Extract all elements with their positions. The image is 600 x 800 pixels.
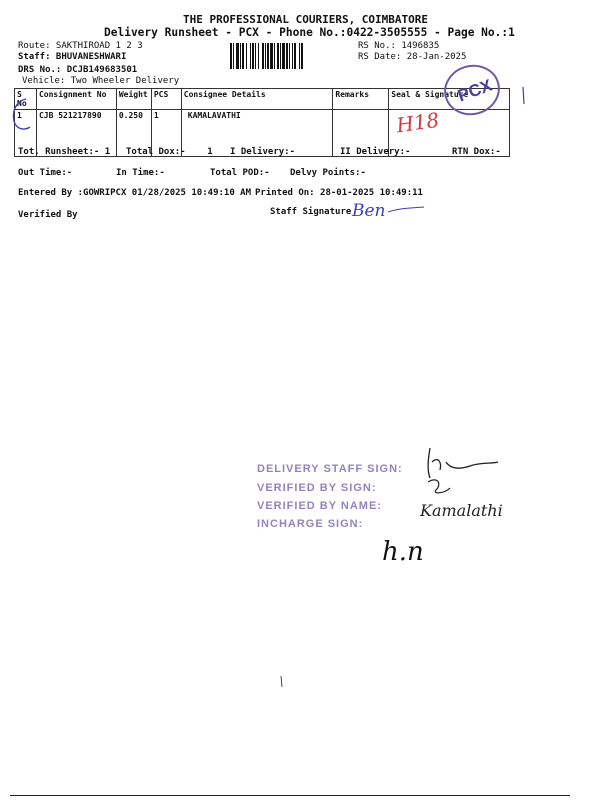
stray-pen-mark: [278, 675, 286, 689]
total-pod: Total POD:-: [210, 168, 270, 178]
route-label: Route: SAKTHIROAD 1 2 3: [18, 41, 143, 51]
handwritten-seal-mark: [395, 108, 475, 138]
header-pcs: PCS: [151, 89, 181, 110]
pcx-stamp-text: PCX: [455, 75, 495, 106]
table-header-row: [15, 89, 510, 110]
stamp-verified-by-name: VERIFIED BY NAME:: [257, 500, 382, 512]
verified-by: Verified By: [18, 210, 78, 220]
cell-consignee: KAMALAVATHI: [181, 110, 333, 157]
printed-on: Printed On: 28-01-2025 10:49:11: [255, 188, 423, 198]
stamp-verified-by-sign: VERIFIED BY SIGN:: [257, 482, 377, 494]
pen-tick-mark: [518, 86, 528, 106]
in-time: In Time:-: [116, 168, 165, 178]
rs-date: RS Date: 28-Jan-2025: [358, 52, 467, 62]
delvy-points: Delvy Points:-: [290, 168, 366, 178]
company-name: THE PROFESSIONAL COURIERS, COIMBATORE: [183, 13, 429, 26]
staff-signature-mark: [350, 198, 430, 222]
cell-weight: 0.250: [116, 110, 151, 157]
ii-delivery: II Delivery:-: [340, 147, 411, 157]
i-delivery: I Delivery:-: [230, 147, 296, 157]
page-bottom-rule: [10, 795, 570, 796]
rs-number: RS No.: 1496835: [358, 41, 440, 51]
vehicle-label: Vehicle: Two Wheeler Delivery: [22, 76, 180, 86]
total-dox: Total Dox:- 1: [126, 147, 213, 157]
stamp-delivery-staff-sign: DELIVERY STAFF SIGN:: [257, 463, 403, 475]
cell-sno: 1: [15, 110, 37, 157]
drs-number: DRS No.: DCJB149683501: [18, 65, 138, 75]
document-title: Delivery Runsheet - PCX - Phone No.:0422-3505555 - Page No.:1: [104, 26, 515, 39]
staff-label: Staff: BHUVANESHWARI: [18, 52, 127, 62]
tot-runsheet: Tot. Runsheet:- 1: [18, 147, 111, 157]
cell-pcs: 1: [151, 110, 181, 157]
stamp-incharge-sign: INCHARGE SIGN:: [257, 518, 364, 530]
header-weight: Weight: [116, 89, 151, 110]
out-time: Out Time:-: [18, 168, 73, 178]
verified-name-text: Kamalathi: [420, 501, 503, 520]
staff-signature-label: Staff Signature: [270, 207, 352, 217]
barcode: [230, 43, 352, 69]
staff-signature-text: Ben: [352, 201, 386, 221]
incharge-text: h.n: [382, 537, 424, 567]
header-sno: S No: [15, 89, 37, 110]
header-remarks: Remarks: [333, 89, 389, 110]
handwritten-signatures: [380, 440, 520, 580]
barcode-bar: [303, 43, 304, 69]
handwritten-seal-text: H18: [395, 108, 441, 138]
cell-consignment: CJB 521217890: [36, 110, 116, 157]
entered-by: Entered By :GOWRIPCX 01/28/2025 10:49:10 AM: [18, 188, 251, 198]
header-consignment: Consignment No: [36, 89, 116, 110]
pen-circle-mark: [8, 95, 38, 135]
rtn-dox: RTN Dox:-: [452, 147, 501, 157]
header-consignee: Consignee Details: [181, 89, 333, 110]
header-seal-signature: Seal & Signature: [389, 89, 510, 110]
